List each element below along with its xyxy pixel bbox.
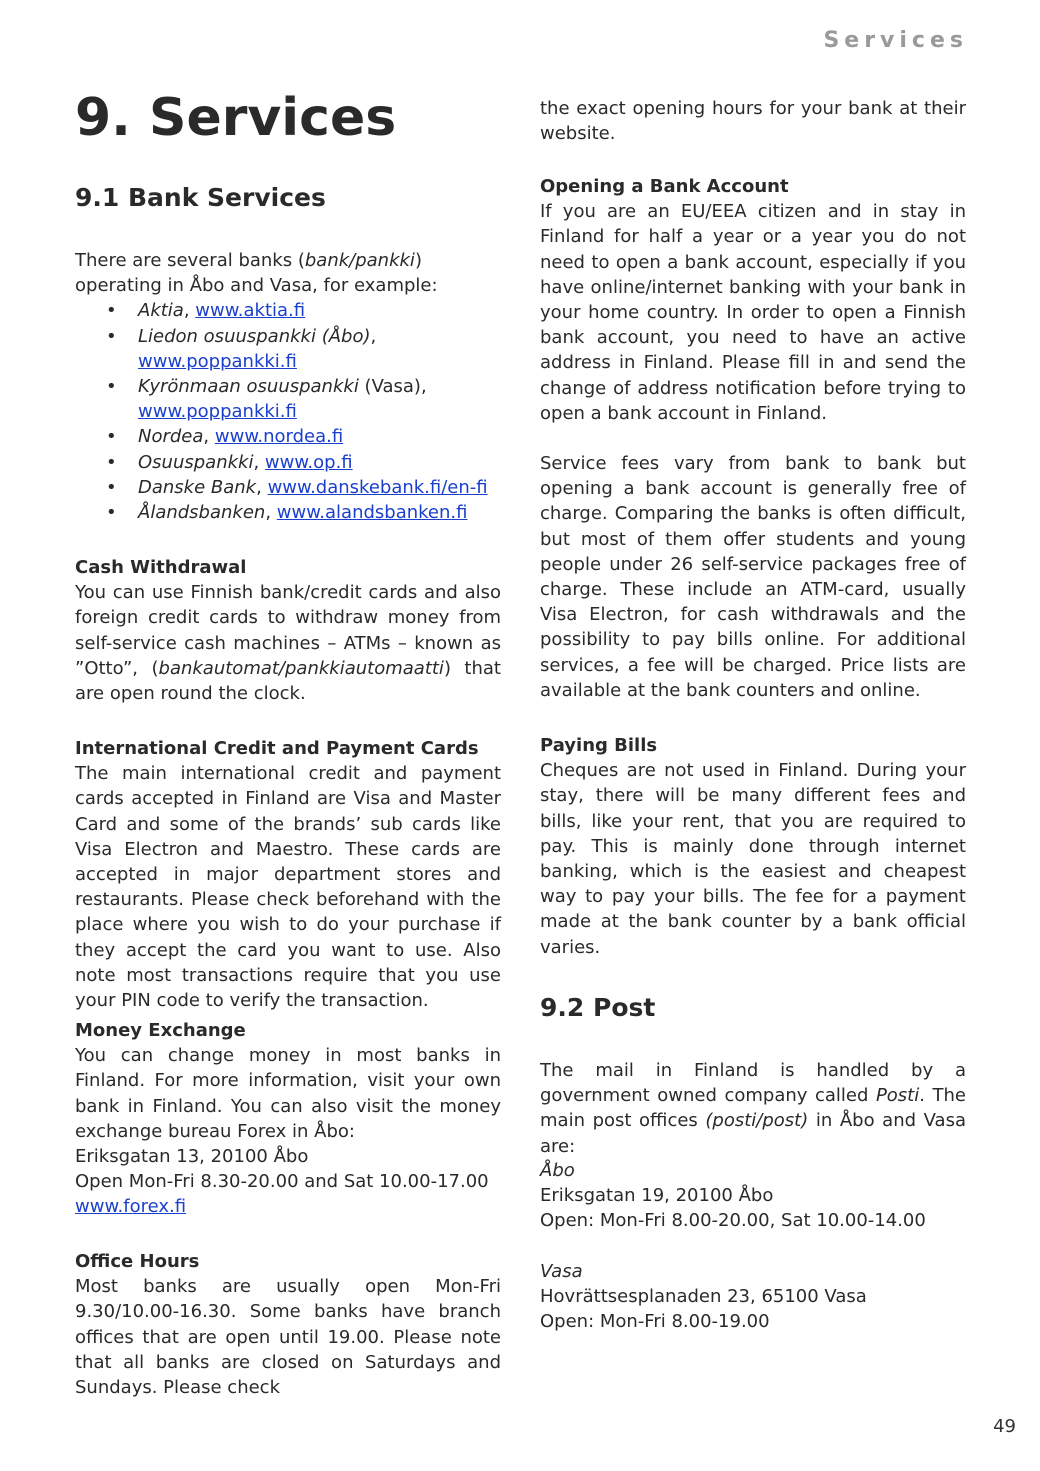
post-office-address: Hovrättsesplanaden 23, 65100 Vasa [540,1286,867,1308]
post-office-address: Eriksgatan 19, 20100 Åbo [540,1185,774,1207]
bank-link[interactable]: www.danskebank.fi/en-fi [267,476,488,498]
bank-link[interactable]: www.op.fi [264,451,353,473]
money-exchange-heading: Money Exchange [75,1020,246,1041]
cards-section [75,736,501,1013]
list-item: • Liedon osuuspankki (Åbo), www.poppankki.fi [75,324,501,374]
list-item: • Aktia, www.aktia.fi [75,298,501,323]
bank-name: Aktia [138,300,184,322]
post-office-city: Vasa [540,1261,583,1282]
bank-account-text: If you are an EU/EEA citizen and in stay in Finland for half a year or a year you do not need to open a bank account, especially if you have online/internet banking with your bank in your home country. In order to open a Finnish bank account, you need to have an active address in Finland. Please fill in and send the change of address notification before trying to open a bank account in Finland. [540,201,966,424]
bank-account-heading: Opening a Bank Account [540,176,789,197]
bank-link[interactable]: www.poppankki.fi [138,401,297,423]
post-office-hours: Open: Mon-Fri 8.00-20.00, Sat 10.00-14.00 [540,1210,926,1232]
bank-list [75,298,501,525]
post-office-city: Åbo [540,1160,575,1181]
bank-link[interactable]: www.poppankki.fi [138,350,297,372]
running-header: Services [823,28,968,53]
office-hours-continued: the exact opening hours for your bank at their website. [540,98,966,145]
paying-bills-text: Cheques are not used in Finland. During your stay, there will be many different fees and bills, like your rent, that you are required to pay. This is mainly done through internet banking, which is the easiest and cheapest way to pay your bills. The fee for a payment made at the bank counter by a bank official varies. [540,760,966,958]
bank-name: Liedon osuuspankki (Åbo) [138,325,371,347]
page-number: 49 [993,1416,1016,1437]
money-exchange-section [75,1018,501,1220]
list-item: • Danske Bank, www.danskebank.fi/en-fi [75,475,501,500]
service-fees-text: Service fees vary from bank to bank but opening a bank account is generally free of charge. Comparing the banks is often difficult, but most of them offer students and young people under 26 self-service packages free of charge. These include an ATM-card, usually Visa Electron, for cash withdrawals and the possibility to pay bills online. For additional services, a fee will be charged. Price lists are available at the bank counters and online. [540,453,966,701]
bank-link[interactable]: www.aktia.fi [195,300,306,322]
post-office-vasa [540,1259,966,1335]
bank-name: Nordea [138,426,204,448]
forex-hours: Open Mon-Fri 8.30-20.00 and Sat 10.00-17.00 [75,1171,489,1193]
bank-services-title: 9.1 Bank Services [75,183,326,212]
cash-withdrawal-heading: Cash Withdrawal [75,557,247,578]
bank-account-section [540,174,966,426]
bank-intro-block [75,248,501,525]
paying-bills-section [540,733,966,960]
bank-link[interactable]: www.alandsbanken.fi [276,502,468,524]
post-title: 9.2 Post [540,993,656,1022]
bank-intro: There are several banks (bank/pankki) operating in Åbo and Vasa, for example: [75,250,438,297]
paying-bills-heading: Paying Bills [540,735,658,756]
list-item: • Osuuspankki, www.op.fi [75,450,501,475]
money-exchange-text: You can change money in most banks in Finland. For more information, visit your own bank in Finland. You can also visit the money exchange bureau Forex in Åbo: [75,1045,501,1142]
cards-text: The main international credit and payment cards accepted in Finland are Visa and Master Card and some of the brands’ sub cards like Visa Electron and Maestro. These cards are accepted in major department stores and restaurants. Please check beforehand with the place where you wish to do your purchase if they accept the card you want to use. Also note most transactions require that you use your PIN code to verify the transaction. [75,763,501,1012]
cards-heading: International Credit and Payment Cards [75,738,479,759]
forex-link[interactable]: www.forex.fi [75,1196,187,1218]
bank-link[interactable]: www.nordea.fi [214,426,344,448]
list-item: • Kyrönmaan osuuspankki (Vasa), www.poppankki.fi [75,374,501,424]
post-intro: The mail in Finland is handled by a government owned company called Posti. The main post offices (posti/post) in Åbo and Vasa are: [540,1060,966,1157]
office-hours-section [75,1249,501,1400]
list-item: • Ålandsbanken, www.alandsbanken.fi [75,500,501,525]
list-item: • Nordea, www.nordea.fi [75,424,501,449]
bank-name: Kyrönmaan osuuspankki [138,376,359,398]
chapter-title: 9. Services [75,88,397,148]
bank-name: Danske Bank [138,476,257,498]
post-office-abo [540,1158,966,1234]
post-office-hours: Open: Mon-Fri 8.00-19.00 [540,1311,770,1333]
cash-withdrawal-text: You can use Finnish bank/credit cards and also foreign credit cards to withdraw money from self-service cash machines – ATMs – known as ”Otto”, (bankautomat/pankkiautomaatti) that are open round the clock. [75,582,501,705]
office-hours-text: Most banks are usually open Mon-Fri 9.30/10.00-16.30. Some banks have branch offices that are open until 19.00. Please note that all banks are closed on Saturdays and Sundays. Please check [75,1276,501,1399]
bank-name: Ålandsbanken [138,502,266,524]
bank-name: Osuuspankki [138,451,254,473]
forex-address: Eriksgatan 13, 20100 Åbo [75,1146,309,1168]
office-hours-heading: Office Hours [75,1251,200,1272]
cash-withdrawal-section [75,555,501,706]
